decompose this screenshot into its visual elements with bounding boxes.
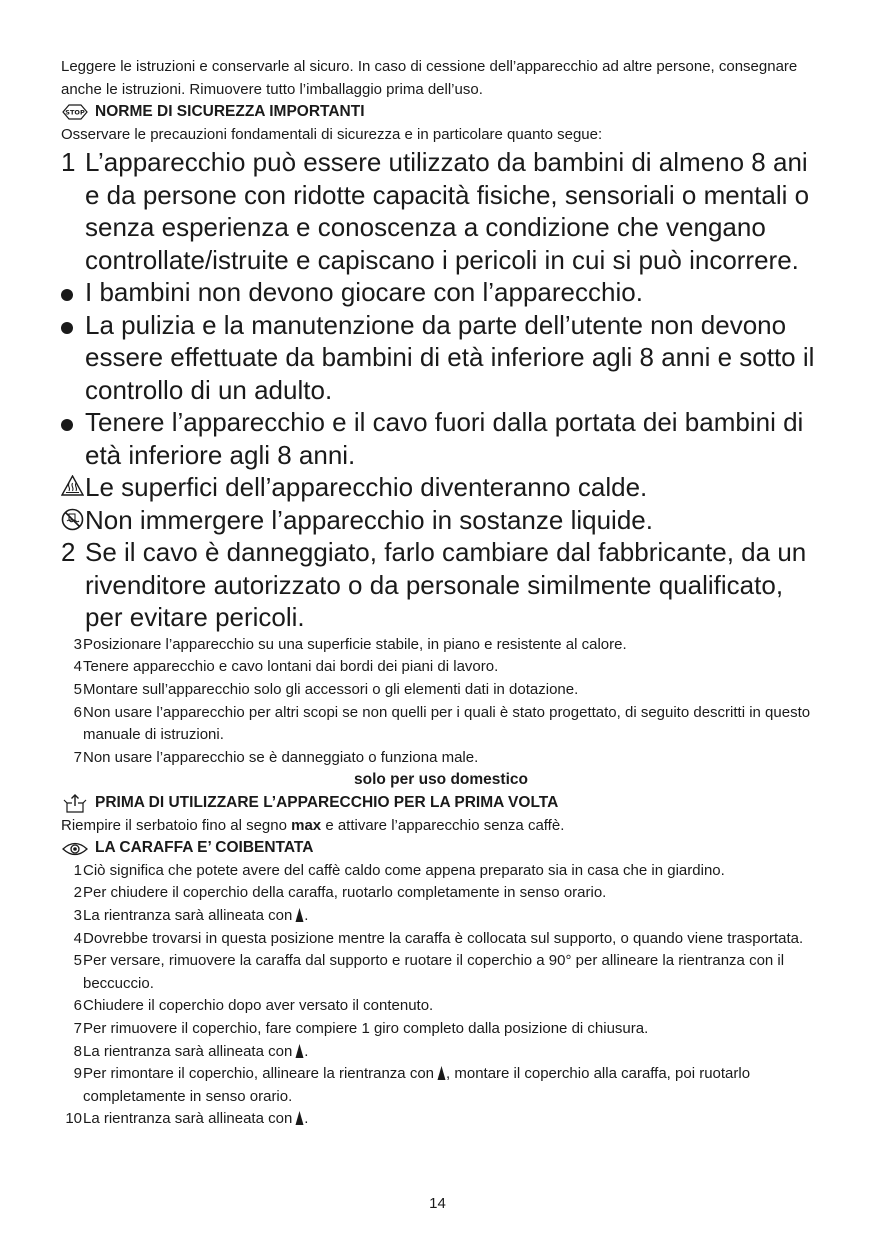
item-number: 7	[73, 748, 82, 766]
bullet-text: I bambini non devono giocare con l’apparecchio.	[85, 277, 643, 308]
carafe-heading	[61, 837, 821, 860]
safety-heading	[61, 101, 821, 124]
unbox-icon	[61, 794, 89, 812]
item-text: Chiudere il coperchio dopo aver versato il contenuto.	[83, 997, 434, 1015]
no-immerse-text: Non immergere l’apparecchio in sostanze liquide.	[85, 504, 653, 535]
eye-icon	[61, 840, 89, 858]
safety-bullet-1	[61, 276, 821, 309]
item-text: Se il cavo è danneggiato, farlo cambiare dal fabbricante, da un rivenditore autorizzato o da personale similmente qualificato, per evitare pericoli.	[85, 537, 807, 633]
bullet-text: La pulizia e la manutenzione da parte dell’utente non devono essere effettuate da bambini di età inferiore agli 8 anni e sotto il controllo di un adulto.	[85, 309, 815, 405]
carafe-item-4	[61, 928, 821, 951]
safety-item-4	[61, 656, 821, 679]
item-text: Per chiudere il coperchio della caraffa, ruotarlo completamente in senso orario.	[83, 884, 607, 902]
carafe-item-1	[61, 860, 821, 883]
item-number: 1	[73, 861, 82, 879]
bullet-icon	[61, 322, 73, 334]
alignment-marker-icon	[437, 1065, 446, 1081]
hot-surface-text: Le superfici dell’apparecchio diventeranno calde.	[85, 472, 648, 503]
item-number: 1	[61, 147, 76, 178]
no-immerse-icon	[61, 508, 84, 531]
carafe-item-3: 3 La rientranza sarà allineata con .	[61, 905, 821, 928]
carafe-item-7	[61, 1018, 821, 1041]
bullet-icon	[61, 289, 73, 301]
safety-subtitle: Osservare le precauzioni fondamentali di sicurezza e in particolare quanto segue:	[61, 125, 603, 143]
item-text: Non usare l’apparecchio per altri scopi se non quelli per i quali è stato progettato, di seguito descritti in questo manuale di istruzioni.	[83, 703, 811, 744]
item-number: 6	[73, 997, 82, 1015]
item-number: 5	[73, 681, 82, 699]
svg-text:STOP: STOP	[65, 108, 85, 117]
intro-text: Leggere le istruzioni e conservarle al sicuro. In caso di cessione dell’apparecchio ad altre persone, consegnare anche le istruzioni. Rimuovere tutto l’imballaggio prima dell’uso.	[61, 58, 798, 98]
alignment-marker-icon	[295, 907, 304, 923]
safety-item-2	[61, 536, 821, 634]
carafe-item-9: 9 Per rimontare il coperchio, allineare la rientranza con , montare il coperchio alla caraffa, poi ruotarlo completamente in senso orario.	[61, 1063, 821, 1108]
first-use-heading-text: PRIMA DI UTILIZZARE L’APPARECCHIO PER LA PRIMA VOLTA	[95, 794, 559, 812]
item-text: Non usare l’apparecchio se è danneggiato o funziona male.	[83, 748, 479, 766]
item-text: Tenere apparecchio e cavo lontani dai bordi dei piani di lavoro.	[83, 658, 499, 676]
first-use-text: Riempire il serbatoio fino al segno max e attivare l’apparecchio senza caffè.	[61, 816, 565, 834]
item-number: 4	[73, 929, 82, 947]
safety-bullet-3	[61, 406, 821, 471]
item-text: L’apparecchio può essere utilizzato da bambini di almeno 8 ani e da persone con ridotte capacità fisiche, sensoriali o mentali o senza esperienza e conoscenza a condizione che vengano controllate/istruite e capiscano i pericoli in cui si può incorrere.	[85, 147, 810, 275]
item-number: 8	[73, 1042, 82, 1060]
safety-item-1	[61, 146, 821, 276]
item-text: Ciò significa che potete avere del caffè caldo come appena preparato sia in casa che in giardino.	[83, 861, 725, 879]
no-immerse-warning	[61, 504, 821, 537]
item-text: La rientranza sarà allineata con	[83, 1042, 293, 1060]
alignment-marker-icon	[295, 1110, 304, 1126]
safety-heading-text: NORME DI SICUREZZA IMPORTANTI	[95, 103, 365, 121]
document-page	[61, 56, 821, 1131]
carafe-item-8: 8 La rientranza sarà allineata con .	[61, 1041, 821, 1064]
item-number: 4	[73, 658, 82, 676]
stop-icon	[61, 103, 89, 121]
safety-item-7	[61, 747, 821, 770]
carafe-item-6	[61, 995, 821, 1018]
hot-surface-icon	[61, 475, 84, 496]
item-text: La rientranza sarà allineata con	[83, 907, 293, 924]
item-number: 6	[73, 703, 82, 721]
carafe-item-2	[61, 882, 821, 905]
item-text: Dovrebbe trovarsi in questa posizione mentre la caraffa è collocata sul supporto, o quando viene trasportata.	[83, 929, 804, 947]
item-text: Per rimuovere il coperchio, fare compiere 1 giro completo dalla posizione di chiusura.	[83, 1019, 649, 1037]
carafe-item-5	[61, 950, 821, 995]
item-text: Per versare, rimuovere la caraffa dal supporto e ruotare il coperchio a 90° per allineare la rientranza con il beccuccio.	[83, 952, 785, 992]
hot-surface-warning	[61, 471, 821, 504]
carafe-item-10: 10 La rientranza sarà allineata con .	[61, 1108, 821, 1131]
item-text: Posizionare l’apparecchio su una superficie stabile, in piano e resistente al calore.	[83, 635, 627, 653]
item-text: Per rimontare il coperchio, allineare la rientranza con	[83, 1065, 435, 1083]
bullet-text: Tenere l’apparecchio e il cavo fuori dalla portata dei bambini di età inferiore agli 8 anni.	[85, 407, 804, 470]
bullet-icon	[61, 419, 73, 431]
item-number: 3	[73, 907, 82, 924]
safety-item-5	[61, 679, 821, 702]
item-text: Montare sull’apparecchio solo gli accessori o gli elementi dati in dotazione.	[83, 681, 579, 699]
safety-item-6	[61, 702, 821, 747]
safety-item-3	[61, 634, 821, 657]
domestic-use-note: solo per uso domestico	[354, 771, 528, 789]
item-number: 5	[73, 952, 82, 970]
item-number: 2	[61, 537, 76, 568]
page-number: 14	[429, 1195, 446, 1212]
safety-bullet-2	[61, 309, 821, 407]
item-text: La rientranza sarà allineata con	[83, 1110, 293, 1128]
item-number: 7	[73, 1019, 82, 1037]
item-number: 10	[65, 1110, 82, 1128]
alignment-marker-icon	[295, 1043, 304, 1059]
first-use-heading	[61, 792, 821, 815]
item-number: 9	[73, 1065, 82, 1083]
carafe-heading-text: LA CARAFFA E’ COIBENTATA	[95, 839, 314, 857]
item-number: 2	[73, 884, 82, 902]
item-number: 3	[73, 635, 82, 653]
